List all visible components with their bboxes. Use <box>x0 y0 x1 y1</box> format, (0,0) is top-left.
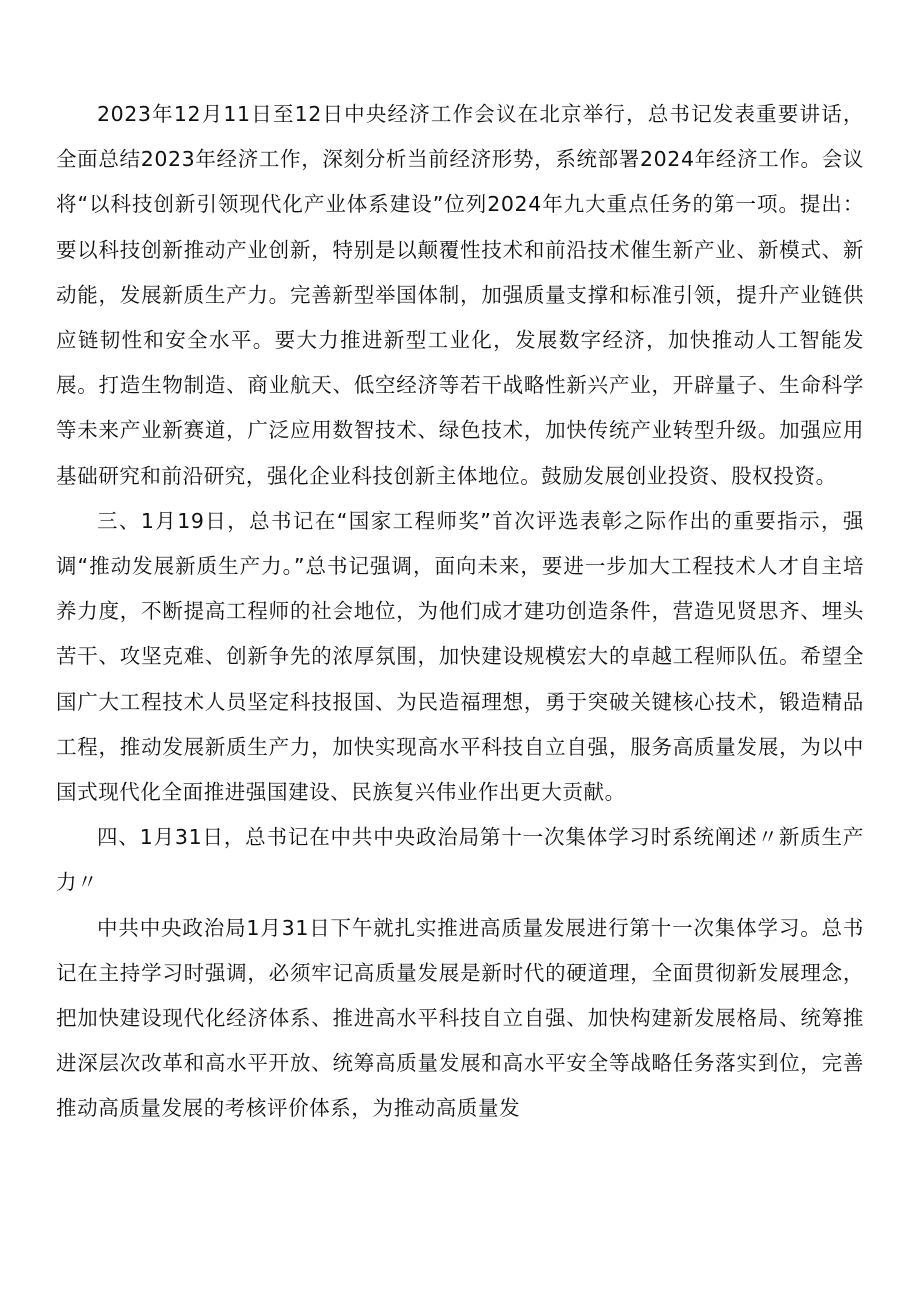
paragraph-section-heading-four: 四、1月31日，总书记在中共中央政治局第十一次集体学习时系统阐述〃新质生产力〃 <box>56 825 864 895</box>
paragraph-politburo-study: 中共中央政治局1月31日下午就扎实推进高质量发展进行第十一次集体学习。总书记在主持学习时强调，必须牢记高质量发展是新时代的硬道理，全面贯彻新发展理念，把加快建设现代化经济体系、推进高水平科技自立自强、加快构建新发展格局、统筹推进深层次改革和高水平开放、统筹高质量发展和高水平安全等战略任务落实到位，完善推动高质量发展的考核评价体系，为推动高质量发 <box>56 915 864 1121</box>
document-body <box>56 92 864 1132</box>
paragraph-economic-work-conference: 2023年12月11日至12日中央经济工作会议在北京举行，总书记发表重要讲话，全面总结2023年经济工作，深刻分析当前经济形势，系统部署2024年经济工作。会议将“以科技创新引领现代化产业体系建设”位列2024年九大重点任务的第一项。提出：要以科技创新推动产业创新，特别是以颠覆性技术和前沿技术催生新产业、新模式、新动能，发展新质生产力。完善新型举国体制，加强质量支撑和标准引领，提升产业链供应链韧性和安全水平。要大力推进新型工业化，发展数字经济，加快推动人工智能发展。打造生物制造、商业航天、低空经济等若干战略性新兴产业，开辟量子、生命科学等未来产业新赛道，广泛应用数智技术、绿色技术，加快传统产业转型升级。加强应用基础研究和前沿研究，强化企业科技创新主体地位。鼓励发展创业投资、股权投资。 <box>56 102 864 488</box>
paragraph-engineer-award: 三、1月19日，总书记在“国家工程师奖”首次评选表彰之际作出的重要指示，强调“推动发展新质生产力。”总书记强调，面向未来，要进一步加大工程技术人才自主培养力度，不断提高工程师的社会地位，为他们成才建功创造条件，营造见贤思齐、埋头苦干、攻坚克难、创新争先的浓厚氛围，加快建设规模宏大的卓越工程师队伍。希望全国广大工程技术人员坚定科技报国、为民造福理想，勇于突破关键核心技术，锻造精品工程，推动发展新质生产力，加快实现高水平科技自立自强，服务高质量发展，为以中国式现代化全面推进强国建设、民族复兴伟业作出更大贡献。 <box>56 508 864 805</box>
